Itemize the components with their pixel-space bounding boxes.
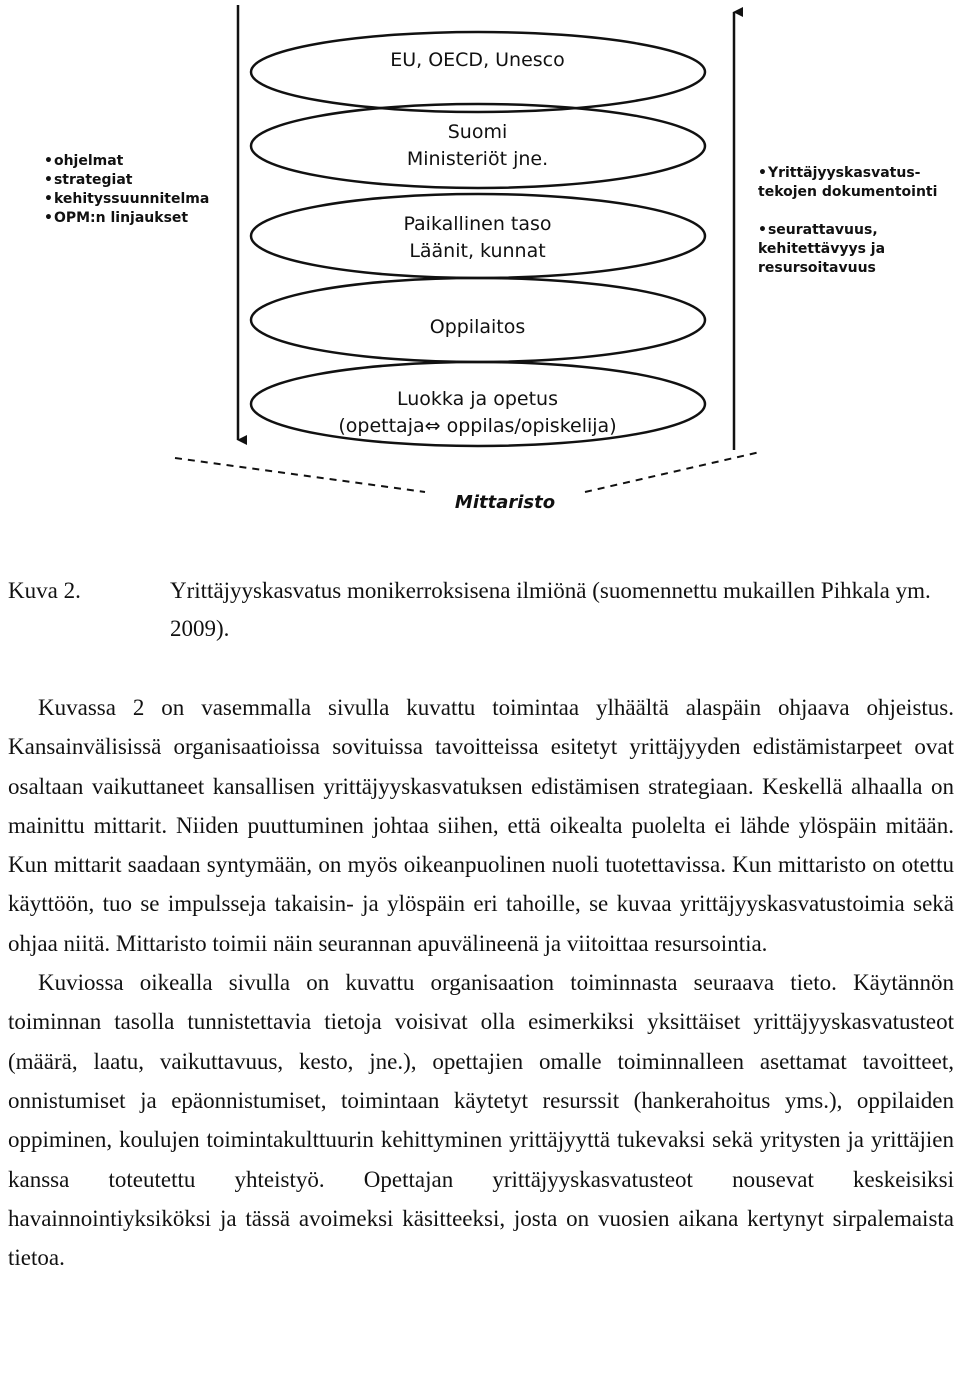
caption-text: Yrittäjyyskasvatus monikerroksisena ilmiönä (suomennettu mukaillen Pihkala ym. 2009). bbox=[170, 578, 931, 641]
left-list-item: • ohjelmat bbox=[44, 152, 209, 171]
caption-label: Kuva 2. bbox=[8, 578, 81, 603]
body-text bbox=[8, 688, 954, 1277]
right-list-item: • Yrittäjyyskasvatus- tekojen dokumentointi bbox=[758, 164, 937, 202]
left-list-item: • strategiat bbox=[44, 171, 209, 190]
left-list-item: • kehityssuunnitelma bbox=[44, 190, 209, 209]
paragraph: Kuvassa 2 on vasemmalla sivulla kuvattu toimintaa ylhäältä alaspäin ohjaava ohjeistus. Kansainvälisissä organisaatioissa sovituissa tavoitteissa esitetyt yrittäjyyden edistämistarpeet ovat osaltaan vaikuttaneet kansallisen yrittäjyyskasvatuksen edistämisen strategiaan. Keskellä alhaalla on mainittu mittarit. Niiden puuttuminen johtaa siihen, että oikealta puolelta ei lähde ylöspäin mitään. Kun mittarit saadaan syntymään, on myös oikeanpuolinen nuoli tuotettavissa. Kun mittaristo on otettu käyttöön, tuo se impulsseja takaisin- ja ylöspäin eri tahoille, se kuvaa yrittäjyyskasvatustoimia sekä ohjaa niitä. Mittaristo toimii näin seurannan apuvälineenä ja viitoittaa resursointia. bbox=[8, 695, 954, 956]
layer-label-luokka: Luokka ja opetus (opettaja⇔ oppilas/opiskelija) bbox=[338, 388, 617, 437]
right-feedback-list bbox=[758, 145, 937, 297]
left-guidance-list bbox=[44, 152, 209, 228]
mittaristo-label: Mittaristo bbox=[454, 492, 556, 513]
layer-label-paikallinen: Paikallinen taso Läänit, kunnat bbox=[403, 213, 552, 262]
layer-label-eu: EU, OECD, Unesco bbox=[390, 49, 565, 71]
left-list-item: • OPM:n linjaukset bbox=[44, 209, 209, 228]
layer-label-suomi: Suomi Ministeriöt jne. bbox=[406, 121, 549, 170]
dashed-arrow-left bbox=[175, 458, 425, 492]
dashed-arrow-right bbox=[585, 452, 760, 492]
layer-label-oppilaitos: Oppilaitos bbox=[429, 316, 526, 338]
paragraph: Kuviossa oikealla sivulla on kuvattu organisaation toiminnasta seuraava tieto. Käytännön toiminnan tasolla tunnistettavia tietoja voisivat olla esimerkiksi yksittäiset yrittäjyyskasvatusteot (määrä, laatu, vaikuttavuus, kesto, jne.), opettajien omalle toiminnalleen asettamat tavoitteet, onnistumiset ja epäonnistumiset, toimintaan käytetyt resurssit (hankerahoitus yms.), oppilaiden oppiminen, koulujen toimintakulttuurin kehittyminen yrittäjyyttä tukevaksi sekä yritysten ja yrittäjien kanssa toteutettu yhteistyö. Opettajan yrittäjyyskasvatusteot nousevat keskeisiksi havainnointiyksiköksi ja tässä avoimeksi käsitteeksi, josta on vuosien aikana kertynyt sirpalemaista tietoa. bbox=[8, 970, 954, 1271]
right-list-item: • seurattavuus, kehitettävyys ja resursoitavuus bbox=[758, 221, 937, 278]
layers-diagram bbox=[0, 0, 960, 560]
